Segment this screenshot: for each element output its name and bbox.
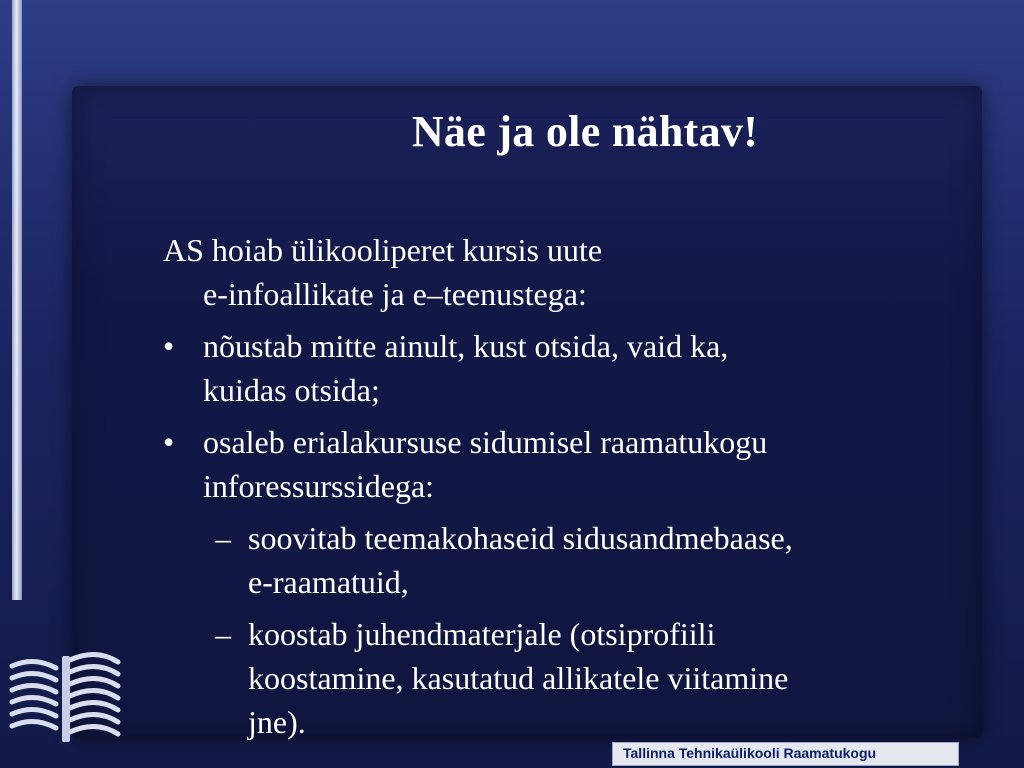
bullet-2-line-2: inforessurssidega: xyxy=(203,468,435,504)
subitem-2-line-3: jne). xyxy=(248,704,306,740)
bullet-marker: • xyxy=(163,424,175,460)
library-logo-icon xyxy=(4,646,144,756)
bullet-2-line-1: osaleb erialakursuse sidumisel raamatukogu xyxy=(203,424,768,460)
decorative-vertical-line xyxy=(12,0,22,600)
bullet-1 xyxy=(163,324,174,368)
intro-line-1: AS hoiab ülikooliperet kursis uute xyxy=(163,232,603,268)
subitem-2-line-1: koostab juhendmaterjale (otsiprofiili xyxy=(248,616,716,652)
dash-marker: – xyxy=(215,616,231,652)
bullet-1-line-1: nõustab mitte ainult, kust otsida, vaid ka, xyxy=(203,328,729,364)
subitem-1-line-1: soovitab teemakohaseid sidusandmebaase, xyxy=(248,520,793,556)
dash-marker: – xyxy=(215,520,231,556)
slide-title: Näe ja ole nähtav! xyxy=(411,107,759,156)
subitem-1 xyxy=(215,516,231,560)
intro-line-2: e-infoallikate ja e–teenustega: xyxy=(203,276,587,312)
bullet-marker: • xyxy=(163,328,175,364)
bullet-2 xyxy=(163,420,174,464)
subitem-1-line-2: e-raamatuid, xyxy=(248,564,409,600)
bullet-1-line-2: kuidas otsida; xyxy=(203,372,380,408)
subitem-2-line-2: koostamine, kasutatud allikatele viitamine xyxy=(248,660,789,696)
footer-banner xyxy=(612,742,959,766)
footer-text: Tallinna Tehnikaülikooli Raamatukogu xyxy=(623,745,877,761)
subitem-2 xyxy=(215,612,231,656)
